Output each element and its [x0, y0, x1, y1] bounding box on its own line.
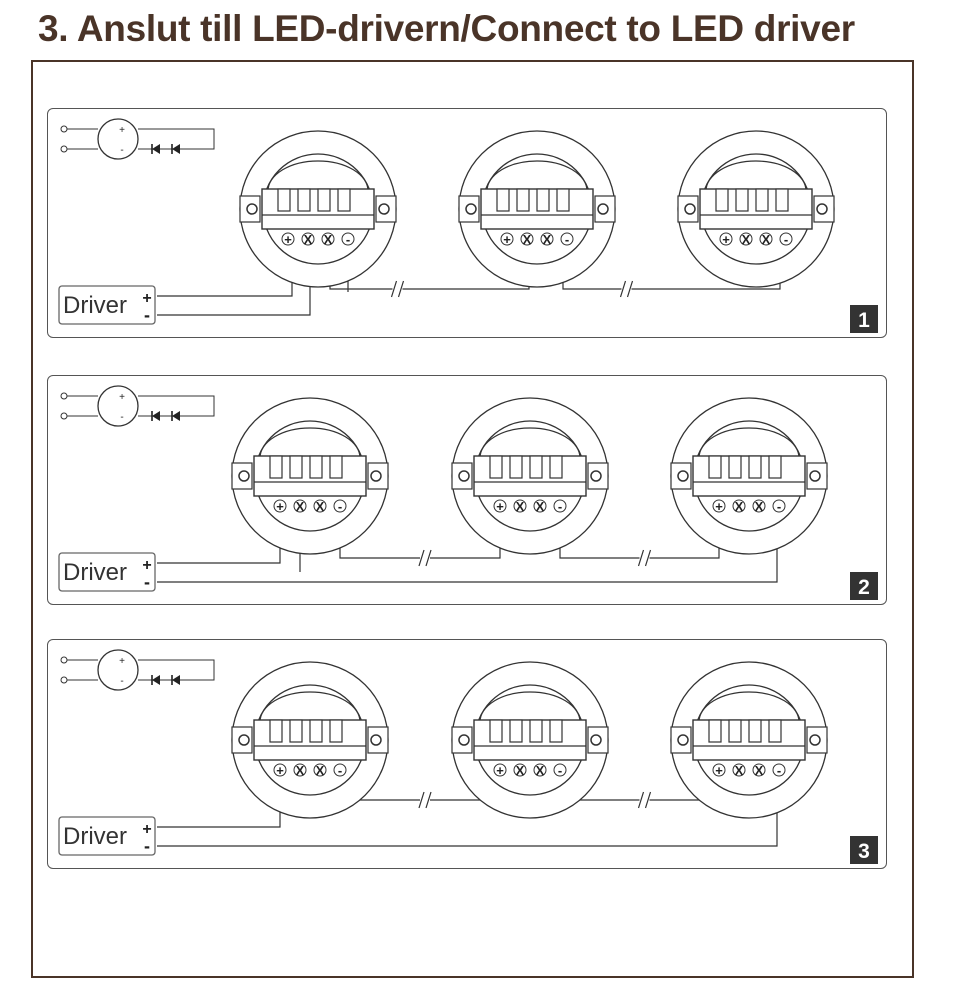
- terminal-slot: [330, 720, 342, 742]
- terminal-slot: [729, 720, 741, 742]
- panel-number: 3: [858, 840, 870, 863]
- screw-icon: [817, 204, 827, 214]
- dc-source-icon: [61, 650, 214, 690]
- terminal-symbol: X: [734, 763, 744, 778]
- terminal-symbol: X: [741, 232, 751, 247]
- terminal-slot: [270, 456, 282, 478]
- wire-break-icon: [392, 280, 404, 298]
- driver-plus: +: [142, 290, 152, 307]
- terminal-symbol: -: [776, 763, 782, 778]
- terminal-slot: [278, 189, 290, 211]
- terminal-slot: [736, 189, 748, 211]
- terminal-slot: [330, 456, 342, 478]
- terminal-slot: [550, 720, 562, 742]
- luminaire-3-3: [671, 662, 827, 818]
- terminal-symbol: +: [715, 499, 723, 514]
- terminal-slot: [290, 720, 302, 742]
- terminal-slot: [318, 189, 330, 211]
- terminal-slot: [709, 720, 721, 742]
- source-plus-sign: +: [119, 392, 125, 403]
- terminal-slot: [510, 456, 522, 478]
- dc-source-icon: [61, 119, 214, 159]
- source-minus-sign: -: [120, 676, 124, 687]
- luminaire-3-2: [452, 662, 608, 818]
- luminaire-2-2: [452, 398, 608, 554]
- terminal-slot: [310, 720, 322, 742]
- screw-icon: [371, 735, 381, 745]
- page-title: 3. Anslut till LED-drivern/Connect to LED driver: [38, 8, 855, 49]
- terminal-slot: [510, 720, 522, 742]
- panel-number-badge: [850, 572, 878, 600]
- driver-minus: -: [144, 836, 150, 856]
- diode-icon: [172, 411, 180, 421]
- screw-icon: [247, 204, 257, 214]
- screw-icon: [371, 471, 381, 481]
- terminal-slot: [530, 456, 542, 478]
- terminal-symbol: -: [564, 232, 570, 247]
- driver-box: [59, 286, 155, 325]
- terminal-symbol: X: [295, 763, 305, 778]
- diode-icon: [152, 675, 160, 685]
- terminal-slot: [530, 720, 542, 742]
- wire-break-icon: [419, 791, 431, 809]
- terminal-symbol: X: [542, 232, 552, 247]
- wire-break-icon: [639, 791, 651, 809]
- terminal-slot: [270, 720, 282, 742]
- screw-icon: [810, 735, 820, 745]
- screw-icon: [459, 735, 469, 745]
- terminal-slot: [497, 189, 509, 211]
- driver-plus: +: [142, 821, 152, 838]
- driver-label: Driver: [63, 823, 127, 850]
- terminal-slot: [557, 189, 569, 211]
- terminal-slot: [310, 456, 322, 478]
- panel-number-badge: [850, 836, 878, 864]
- panel-1-drawing: [59, 119, 878, 333]
- terminal-symbol: -: [557, 763, 563, 778]
- screw-icon: [678, 735, 688, 745]
- terminal-symbol: X: [323, 232, 333, 247]
- luminaire-1-3: [678, 131, 834, 287]
- terminal-symbol: X: [535, 763, 545, 778]
- terminal-symbol: +: [284, 232, 292, 247]
- wire-break-icon: [419, 549, 431, 567]
- terminal-symbol: -: [337, 763, 343, 778]
- screw-icon: [379, 204, 389, 214]
- terminal-symbol: X: [754, 499, 764, 514]
- wire-break-icon: [639, 549, 651, 567]
- diode-icon: [152, 144, 160, 154]
- driver-label: Driver: [63, 292, 127, 319]
- source-minus-sign: -: [120, 145, 124, 156]
- terminal-slot: [749, 720, 761, 742]
- terminal-slot: [756, 189, 768, 211]
- terminal-symbol: -: [783, 232, 789, 247]
- panel-number: 2: [858, 576, 870, 599]
- panel-number: 1: [858, 309, 870, 332]
- terminal-symbol: X: [535, 499, 545, 514]
- terminal-symbol: +: [496, 763, 504, 778]
- panel-number-badge: [850, 305, 878, 333]
- terminal-symbol: X: [515, 499, 525, 514]
- terminal-symbol: X: [315, 499, 325, 514]
- terminal-symbol: +: [276, 499, 284, 514]
- terminal-slot: [550, 456, 562, 478]
- screw-icon: [466, 204, 476, 214]
- terminal-slot: [709, 456, 721, 478]
- terminal-slot: [517, 189, 529, 211]
- driver-minus: -: [144, 572, 150, 592]
- driver-minus: -: [144, 305, 150, 325]
- terminal-symbol: X: [761, 232, 771, 247]
- diode-icon: [152, 411, 160, 421]
- source-plus-sign: +: [119, 656, 125, 667]
- luminaire-2-3: [671, 398, 827, 554]
- terminal-symbol: -: [776, 499, 782, 514]
- screw-icon: [685, 204, 695, 214]
- terminal-slot: [537, 189, 549, 211]
- screw-icon: [239, 471, 249, 481]
- screw-icon: [591, 471, 601, 481]
- terminal-slot: [749, 456, 761, 478]
- driver-plus: +: [142, 557, 152, 574]
- terminal-symbol: +: [503, 232, 511, 247]
- luminaire-1-2: [459, 131, 615, 287]
- panel-3-drawing: [59, 650, 878, 864]
- dc-source-icon: [61, 386, 214, 426]
- terminal-symbol: X: [754, 763, 764, 778]
- terminal-symbol: X: [522, 232, 532, 247]
- terminal-symbol: X: [303, 232, 313, 247]
- terminal-slot: [716, 189, 728, 211]
- terminal-slot: [298, 189, 310, 211]
- terminal-symbol: +: [496, 499, 504, 514]
- screw-icon: [239, 735, 249, 745]
- screw-icon: [810, 471, 820, 481]
- driver-box: [59, 817, 155, 856]
- terminal-slot: [338, 189, 350, 211]
- driver-box: [59, 553, 155, 592]
- luminaire-3-1: [232, 662, 388, 818]
- terminal-symbol: -: [557, 499, 563, 514]
- driver-label: Driver: [63, 559, 127, 586]
- panel-2-drawing: [59, 386, 878, 600]
- wire-break-icon: [621, 280, 633, 298]
- terminal-slot: [490, 456, 502, 478]
- terminal-slot: [490, 720, 502, 742]
- terminal-slot: [769, 720, 781, 742]
- source-plus-sign: +: [119, 125, 125, 136]
- diode-icon: [172, 675, 180, 685]
- terminal-symbol: X: [295, 499, 305, 514]
- terminal-symbol: -: [337, 499, 343, 514]
- source-minus-sign: -: [120, 412, 124, 423]
- luminaire-2-1: [232, 398, 388, 554]
- terminal-slot: [769, 456, 781, 478]
- terminal-symbol: +: [276, 763, 284, 778]
- diode-icon: [172, 144, 180, 154]
- screw-icon: [678, 471, 688, 481]
- screw-icon: [598, 204, 608, 214]
- screw-icon: [459, 471, 469, 481]
- terminal-symbol: X: [315, 763, 325, 778]
- terminal-slot: [290, 456, 302, 478]
- terminal-symbol: -: [345, 232, 351, 247]
- terminal-symbol: X: [515, 763, 525, 778]
- terminal-slot: [776, 189, 788, 211]
- terminal-symbol: X: [734, 499, 744, 514]
- luminaire-1-1: [240, 131, 396, 287]
- terminal-slot: [729, 456, 741, 478]
- terminal-symbol: +: [722, 232, 730, 247]
- screw-icon: [591, 735, 601, 745]
- terminal-symbol: +: [715, 763, 723, 778]
